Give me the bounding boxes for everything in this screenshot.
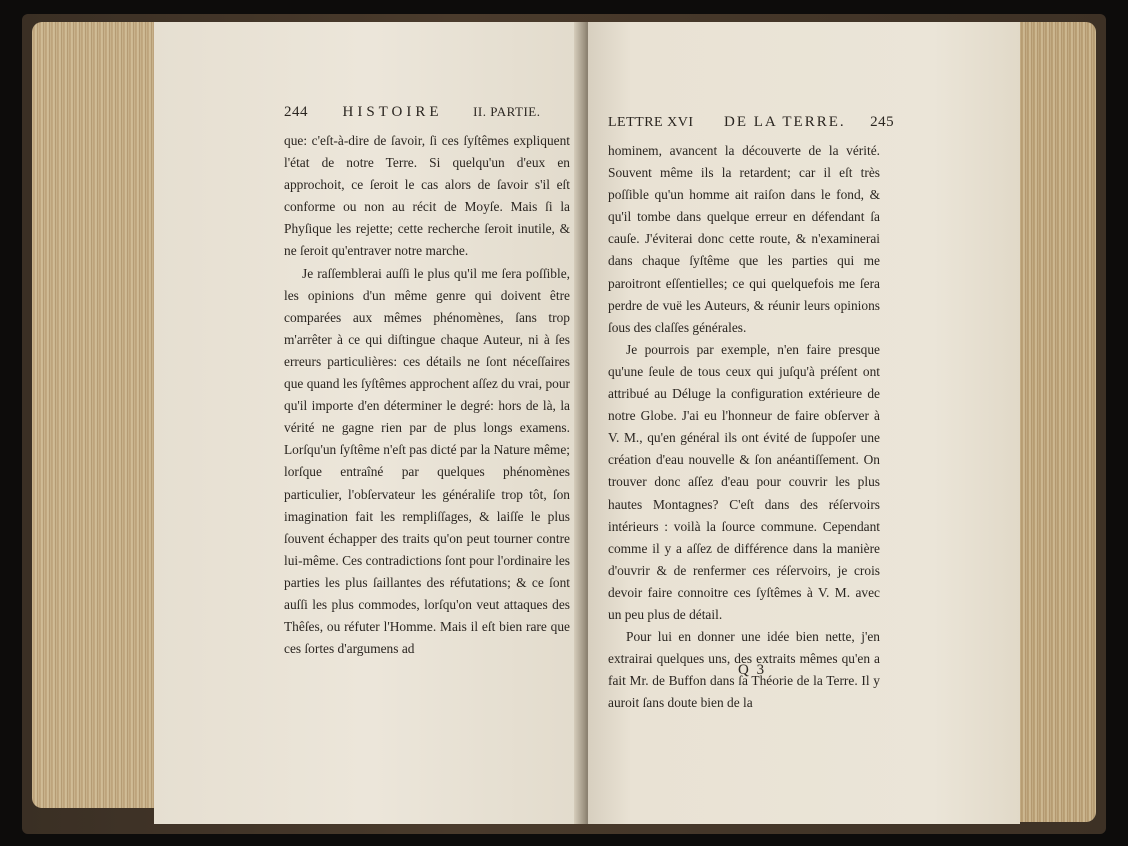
- running-title: HISTOIRE: [342, 104, 443, 120]
- left-page-text: [284, 130, 570, 660]
- page-number: 245: [870, 114, 895, 130]
- part-label: II. PARTIE.: [473, 104, 541, 119]
- right-page-text: [608, 140, 880, 714]
- paragraph: que: c'eſt-à-dire de ſavoir, ſi ces ſyſtêmes expliquent l'état de notre Terre. Si quelqu'un d'eux en approchoit, ce ſeroit le cas alors de ſavoir s'il eſt conforme ou non au récit de Moyſe. Mais ſi la Phyſique les rejette; cette recherche ſeroit inutile, & ne ſeroit qu'entraver notre marche.: [284, 133, 570, 259]
- paragraph: Pour lui en donner une idée bien nette, j'en extrairai quelques uns, des extraits mêmes qu'en a fait Mr. de Buffon dans ſa Théorie de la Terre. Il y auroit ſans doute bien de la: [608, 629, 880, 711]
- right-page-header: [608, 114, 895, 131]
- paragraph: hominem, avancent la découverte de la vérité. Souvent même ils la retardent; car il eſt très poſſible qu'un homme ait raiſon dans le fond, & qu'il tombe dans quelque erreur en défendant ſa cauſe. J'éviterai donc cette route, & n'examinerai dans chaque ſyſtême que les parties qui me paroitront eſſentielles; ce qui quelquefois me ſera perdre de vuë les Auteurs, & réunir leurs opinions ſous des claſſes générales.: [608, 143, 880, 335]
- paragraph: Je raſſemblerai auſſi le plus qu'il me ſera poſſible, les opinions d'un même genre qui doivent être comparées aux mêmes phénomènes, ſans trop m'arrêter à ce qui diſtingue chaque Auteur, ni à ſes erreurs particulières: ces détails ne ſont néceſſaires que quand les ſyſtêmes approchent aſſez du vrai, pour qu'il importe d'en déterminer le degré: hors de là, la vérité ne gagne rien par de plus longs examens. Lorſqu'un ſyſtême n'eſt pas dicté par la Nature même; lorſque entraîné par quelques phénomènes particulier, l'obſervateur les généraliſe trop tôt, ſon imagination fait les rempliſſages, & laiſſe le plus ſouvent échapper des traits qu'on peut tourner contre lui-même. Ces contradictions ſont pour l'ordinaire les parties les plus ſaillantes des réfutations; & ce ſont auſſi les plus commodes, lorſqu'on veut attaques des Thêſes, ou réfuter l'Homme. Mais il eſt bien rare que ces ſortes d'argumens ad: [284, 265, 570, 657]
- left-page: [154, 22, 584, 824]
- paragraph: Je pourrois par exemple, n'en faire presque qu'une ſeule de tous ceux qui juſqu'à préſent ont attribué au Déluge la configuration extérieure de notre Globe. J'ai eu l'honneur de faire obſerver à V. M., qu'en général ils ont évité de ſuppoſer une création d'eau nouvelle & ſon anéantiſſement. On trouver donc aſſez d'eau pour couvrir les plus hautes Montagnes? C'eſt dans des réſervoirs intérieurs : voilà la ſource commune. Cependant comme il y a aſſez de différence dans la manière d'ouvrir & de renfermer ces réſervoirs, je crois devoir faire connoitre ces ſyſtêmes à V. M. avec un peu plus de détail.: [608, 341, 880, 622]
- right-page-edges: [1014, 22, 1096, 822]
- left-page-header: [284, 104, 541, 121]
- running-subtitle: DE LA TERRE.: [723, 114, 846, 130]
- running-title: LETTRE XVI: [608, 115, 694, 130]
- page-number: 244: [284, 104, 308, 120]
- left-page-edges: [32, 22, 164, 808]
- right-page: [588, 22, 1020, 824]
- signature-mark: Q 3: [738, 662, 767, 678]
